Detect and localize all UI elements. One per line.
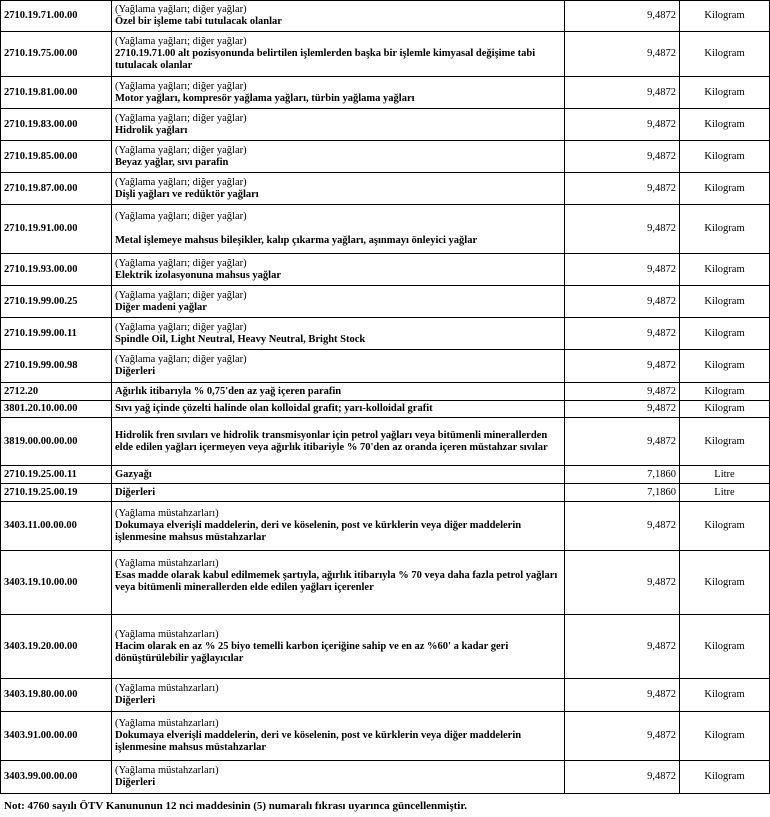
- description-cell: [112, 712, 565, 761]
- table-row: [1, 205, 770, 254]
- description-text: 2710.19.71.00 alt pozisyonunda belirtilen işlemlerden başka bir işlemle kimyasal değişime tabi tutulacak olanlar: [115, 48, 536, 71]
- description-text: Elektrik izolasyonuna mahsus yağlar: [115, 269, 281, 281]
- tariff-code: 2710.19.87.00.00: [1, 173, 112, 205]
- tax-rate: 9,4872: [565, 109, 680, 141]
- tariff-code: 2710.19.83.00.00: [1, 109, 112, 141]
- description-cell: [112, 141, 565, 173]
- unit: Kilogram: [680, 109, 770, 141]
- description-text: Dişli yağları ve redüktör yağları: [115, 188, 259, 200]
- tax-rate: 9,4872: [565, 761, 680, 794]
- table-row: [1, 32, 770, 77]
- description-cell: [112, 679, 565, 712]
- category-label: (Yağlama yağları; diğer yağlar): [115, 112, 247, 124]
- description-text: Spindle Oil, Light Neutral, Heavy Neutral, Bright Stock: [115, 333, 366, 345]
- tax-rate: 9,4872: [565, 502, 680, 551]
- table-row: [1, 551, 770, 615]
- unit: Kilogram: [680, 401, 770, 418]
- unit: Kilogram: [680, 254, 770, 286]
- table-row: [1, 712, 770, 761]
- tax-rate: 9,4872: [565, 401, 680, 418]
- tariff-code: 3801.20.10.00.00: [1, 401, 112, 418]
- table-row: [1, 401, 770, 418]
- category-label: (Yağlama müstahzarları): [115, 765, 219, 776]
- tax-rate: 9,4872: [565, 318, 680, 350]
- unit: Kilogram: [680, 502, 770, 551]
- description-text: Diğerleri: [115, 777, 156, 788]
- unit: Kilogram: [680, 205, 770, 254]
- description-text: Motor yağları, kompresör yağlama yağları, türbin yağlama yağları: [115, 92, 415, 104]
- description-cell: [112, 484, 565, 502]
- description-text: Özel bir işleme tabi tutulacak olanlar: [115, 16, 282, 27]
- category-label: (Yağlama yağları; diğer yağlar): [115, 36, 247, 47]
- tax-rate: 9,4872: [565, 205, 680, 254]
- description-text: Sıvı yağ içinde çözelti halinde olan kolloidal grafit; yarı-kolloidal grafit: [115, 403, 433, 414]
- tariff-code: 2710.19.99.00.98: [1, 350, 112, 383]
- description-cell: [112, 32, 565, 77]
- unit: Kilogram: [680, 418, 770, 466]
- description-text: Ağırlık itibarıyla % 0,75'den az yağ içeren parafin: [115, 385, 342, 397]
- unit: Kilogram: [680, 173, 770, 205]
- table-row: [1, 418, 770, 466]
- unit: Kilogram: [680, 679, 770, 712]
- tariff-code: 3403.19.20.00.00: [1, 615, 112, 679]
- unit: Kilogram: [680, 1, 770, 32]
- unit: Litre: [680, 466, 770, 484]
- tax-rate: 9,4872: [565, 286, 680, 318]
- tax-rate: 9,4872: [565, 32, 680, 77]
- tariff-code: 3403.91.00.00.00: [1, 712, 112, 761]
- description-cell: [112, 466, 565, 484]
- category-label: (Yağlama yağları; diğer yağlar): [115, 144, 247, 156]
- tax-rate: 9,4872: [565, 383, 680, 401]
- description-text: Gazyağı: [115, 468, 152, 480]
- description-cell: [112, 502, 565, 551]
- description-text: Diğerleri: [115, 695, 156, 706]
- unit: Kilogram: [680, 712, 770, 761]
- tax-rate: 9,4872: [565, 254, 680, 286]
- tariff-code: 2710.19.81.00.00: [1, 77, 112, 109]
- unit: Kilogram: [680, 551, 770, 615]
- category-label: (Yağlama yağları; diğer yağlar): [115, 4, 247, 15]
- table-row: [1, 173, 770, 205]
- description-text: Diğerleri: [115, 486, 156, 498]
- description-cell: [112, 205, 565, 254]
- category-label: (Yağlama müstahzarları): [115, 557, 219, 569]
- tax-rate: 7,1860: [565, 484, 680, 502]
- tax-rate: 9,4872: [565, 141, 680, 173]
- unit: Kilogram: [680, 615, 770, 679]
- description-cell: [112, 551, 565, 615]
- tariff-code: 2712.20: [1, 383, 112, 401]
- description-cell: [112, 109, 565, 141]
- description-cell: [112, 1, 565, 32]
- category-label: (Yağlama müstahzarları): [115, 508, 219, 519]
- unit: Kilogram: [680, 77, 770, 109]
- category-label: (Yağlama müstahzarları): [115, 683, 219, 694]
- category-label: (Yağlama yağları; diğer yağlar): [115, 321, 247, 333]
- unit: Kilogram: [680, 318, 770, 350]
- category-label: (Yağlama yağları; diğer yağlar): [115, 211, 247, 222]
- unit: Kilogram: [680, 141, 770, 173]
- description-text: Beyaz yağlar, sıvı parafin: [115, 156, 229, 168]
- description-cell: [112, 401, 565, 418]
- tariff-code: 3403.11.00.00.00: [1, 502, 112, 551]
- table-row: [1, 286, 770, 318]
- tariff-code: 2710.19.25.00.11: [1, 466, 112, 484]
- table-row: [1, 383, 770, 401]
- description-text: Hidrolik yağları: [115, 124, 188, 136]
- tariff-code: 2710.19.93.00.00: [1, 254, 112, 286]
- table-row: [1, 350, 770, 383]
- unit: Kilogram: [680, 383, 770, 401]
- tax-rate: 9,4872: [565, 418, 680, 466]
- description-cell: [112, 286, 565, 318]
- tax-rate: 9,4872: [565, 1, 680, 32]
- tariff-code: 2710.19.75.00.00: [1, 32, 112, 77]
- table-row: [1, 615, 770, 679]
- tax-rate: 9,4872: [565, 77, 680, 109]
- footnote: Not: 4760 sayılı ÖTV Kanununun 12 nci maddesinin (5) numaralı fıkrası uyarınca güncellenmiştir.: [4, 800, 467, 812]
- category-label: (Yağlama müstahzarları): [115, 628, 219, 640]
- table-row: [1, 466, 770, 484]
- tax-rate: 7,1860: [565, 466, 680, 484]
- tariff-code: 3819.00.00.00.00: [1, 418, 112, 466]
- tariff-code: 3403.99.00.00.00: [1, 761, 112, 794]
- tariff-code: 3403.19.80.00.00: [1, 679, 112, 712]
- tax-rate: 9,4872: [565, 615, 680, 679]
- table-row: [1, 318, 770, 350]
- tax-rate: 9,4872: [565, 679, 680, 712]
- tax-rate: 9,4872: [565, 173, 680, 205]
- category-label: (Yağlama yağları; diğer yağlar): [115, 176, 247, 188]
- table-row: [1, 502, 770, 551]
- table-row: [1, 484, 770, 502]
- description-cell: [112, 77, 565, 109]
- category-label: (Yağlama yağları; diğer yağlar): [115, 354, 247, 365]
- description-text: Diğer madeni yağlar: [115, 301, 207, 313]
- description-cell: [112, 350, 565, 383]
- category-label: (Yağlama yağları; diğer yağlar): [115, 80, 247, 92]
- description-cell: [112, 173, 565, 205]
- tariff-body: [1, 1, 770, 794]
- table-row: [1, 77, 770, 109]
- description-cell: [112, 761, 565, 794]
- tariff-code: 2710.19.85.00.00: [1, 141, 112, 173]
- tariff-code: 3403.19.10.00.00: [1, 551, 112, 615]
- unit: Kilogram: [680, 286, 770, 318]
- description-text: Diğerleri: [115, 366, 156, 377]
- table-row: [1, 761, 770, 794]
- tax-rate: 9,4872: [565, 712, 680, 761]
- description-cell: [112, 418, 565, 466]
- tariff-code: 2710.19.91.00.00: [1, 205, 112, 254]
- description-text: Hidrolik fren sıvıları ve hidrolik transmisyonlar için petrol yağları veya bitümenli minerallerden elde edilen yağları içermeyen veya ağırlık itibariyle % 70'den az oranda içeren müstahzar sıvılar: [115, 429, 548, 453]
- tax-rate: 9,4872: [565, 350, 680, 383]
- table-row: [1, 141, 770, 173]
- description-text: Metal işlemeye mahsus bileşikler, kalıp çıkarma yağları, aşınmayı önleyici yağlar: [115, 235, 478, 246]
- table-row: [1, 254, 770, 286]
- category-label: (Yağlama müstahzarları): [115, 718, 219, 729]
- description-cell: [112, 254, 565, 286]
- tax-rate: 9,4872: [565, 551, 680, 615]
- table-row: [1, 679, 770, 712]
- unit: Kilogram: [680, 32, 770, 77]
- category-label: (Yağlama yağları; diğer yağlar): [115, 289, 247, 301]
- description-text: Dokumaya elverişli maddelerin, deri ve köselenin, post ve kürklerin veya diğer maddelerin işlenmesine mahsus müstahzarlar: [115, 730, 522, 753]
- description-cell: [112, 615, 565, 679]
- unit: Kilogram: [680, 350, 770, 383]
- description-text: Hacim olarak en az % 25 biyo temelli karbon içeriğine sahip ve en az %60' a kadar geri dönüştürülebilir yağlayıcılar: [115, 640, 509, 664]
- unit: Kilogram: [680, 761, 770, 794]
- tariff-code: 2710.19.71.00.00: [1, 1, 112, 32]
- tariff-code: 2710.19.99.00.11: [1, 318, 112, 350]
- description-text: Esas madde olarak kabul edilmemek şartıyla, ağırlık itibarıyla % 70 veya daha fazla petrol yağları veya bitümenli minerallerden elde edilen yağları içerenler: [115, 569, 558, 593]
- description-cell: [112, 383, 565, 401]
- tariff-code: 2710.19.25.00.19: [1, 484, 112, 502]
- tariff-code: 2710.19.99.00.25: [1, 286, 112, 318]
- description-text: Dokumaya elverişli maddelerin, deri ve köselenin, post ve kürklerin veya diğer maddelerin işlenmesine mahsus müstahzarlar: [115, 520, 522, 543]
- description-cell: [112, 318, 565, 350]
- unit: Litre: [680, 484, 770, 502]
- category-label: (Yağlama yağları; diğer yağlar): [115, 257, 247, 269]
- table-row: [1, 109, 770, 141]
- table-row: [1, 1, 770, 32]
